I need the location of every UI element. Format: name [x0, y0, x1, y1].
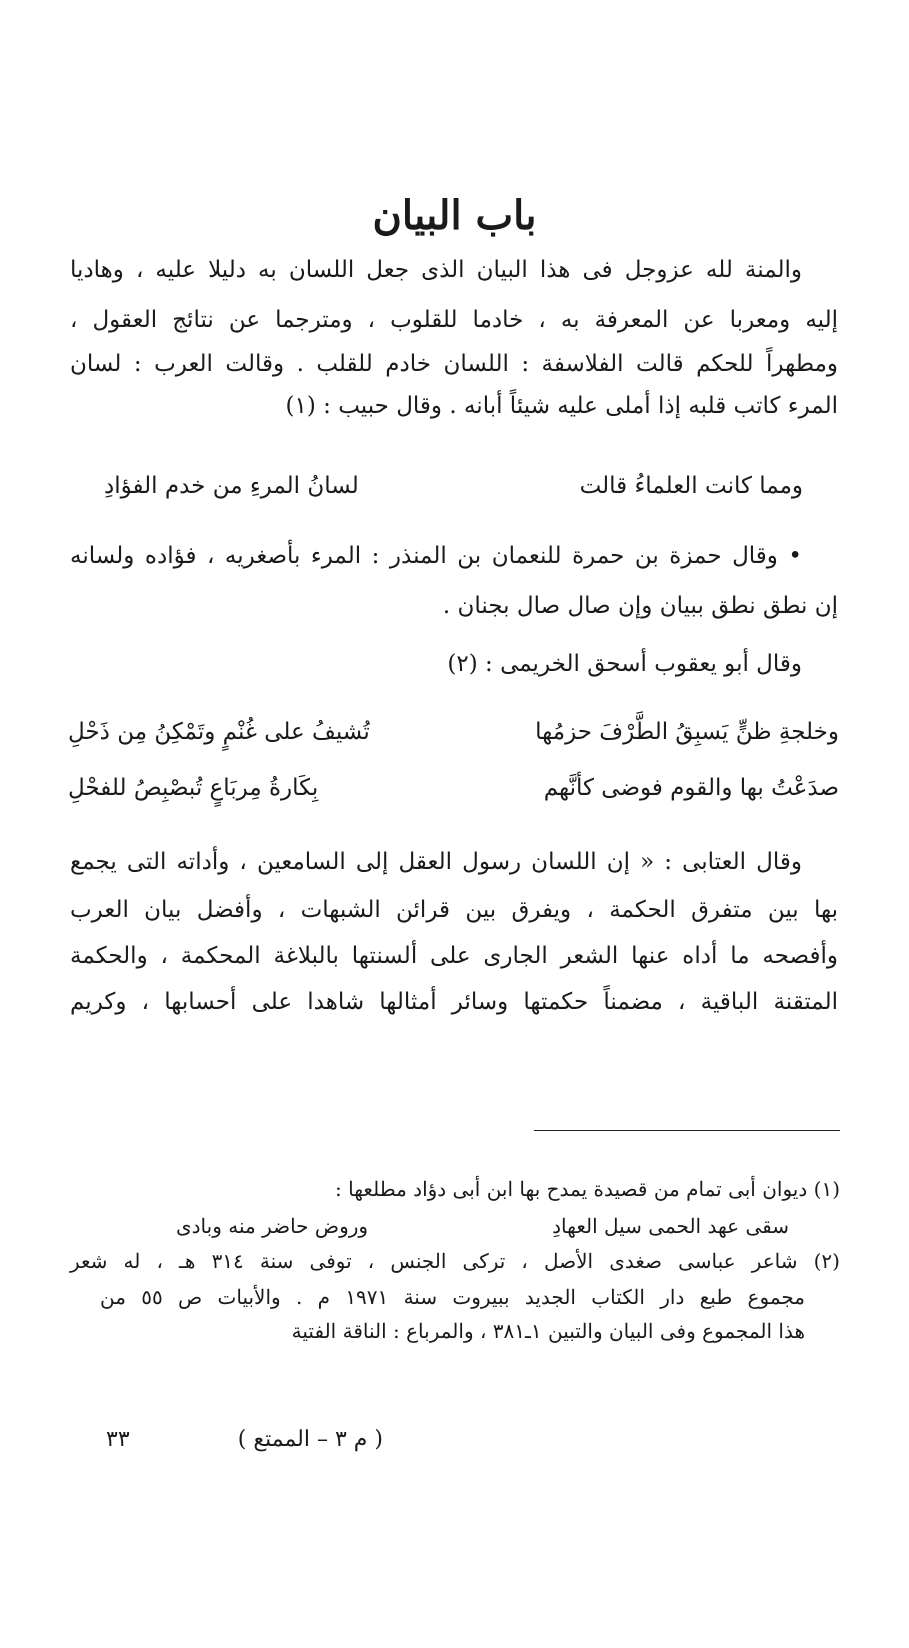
paragraph-line: المرء كاتب قلبه إذا أملى عليه شيئاً أبانه . وقال حبيب : (١)	[285, 393, 838, 419]
paragraph-line: المتقنة الباقية ، مضمناً حكمتها وسائر أمثالها شاهدا على أحسابها ، وكريم	[70, 989, 838, 1015]
footnote-line: مجموع طبع دار الكتاب الجديد ببيروت سنة ١٩٧١ م . والأبيات ص ٥٥ من	[100, 1285, 806, 1309]
verse-hemistich-second: تُشيفُ على غُنْمٍ وتَمْكِنُ مِن ذَحْلِ	[68, 719, 370, 745]
page-number: ٣٣	[106, 1427, 130, 1452]
paragraph-line: والمنة لله عزوجل فى هذا البيان الذى جعل اللسان به دليلا عليه ، وهاديا	[70, 257, 802, 283]
paragraph-line: ومطهراً للحكم قالت الفلاسفة : اللسان خادم للقلب . وقالت العرب : لسان	[70, 351, 838, 377]
paragraph-line: إليه ومعربا عن المعرفة به ، خادما للقلوب ، ومترجما عن نتائج العقول ،	[70, 307, 838, 333]
paragraph-line: بها بين متفرق الحكمة ، ويفرق بين قرائن الشبهات ، وأفضل بيان العرب	[70, 897, 838, 923]
paragraph-line: • وقال حمزة بن حمرة للنعمان بن المنذر : المرء بأصغريه ، فؤاده ولسانه	[70, 543, 802, 569]
verse-hemistich-second: بِكَارةُ مِربَاعٍ تُبصْبِصُ للفحْلِ	[68, 775, 319, 801]
verse-hemistich-first: صدَعْتُ بها والقوم فوضى كأنَّهم	[543, 775, 839, 801]
footnote-separator	[534, 1130, 840, 1131]
verse-hemistich-first: ومما كانت العلماءُ قالت	[579, 473, 803, 499]
chapter-title: باب البيان	[372, 192, 537, 239]
verse-hemistich-first: وخلجةِ ظنٍّ يَسبِقُ الطَّرْفَ حزمُها	[535, 719, 839, 745]
footnote-line: هذا المجموع وفى البيان والتبين ١ـ٣٨١ ، والمرباع : الناقة الفتية	[291, 1319, 805, 1343]
footnote-line: (٢) شاعر عباسى صغدى الأصل ، تركى الجنس ، توفى سنة ٣١٤ هـ ، له شعر	[70, 1249, 840, 1273]
signature-mark: ( م ٣ – الممتع )	[237, 1427, 383, 1452]
paragraph-line: وقال العتابى : « إن اللسان رسول العقل إلى السامعين ، وأداته التى يجمع	[70, 849, 802, 875]
footnote-line: (١) ديوان أبى تمام من قصيدة يمدح بها ابن أبى دؤاد مطلعها :	[335, 1177, 840, 1201]
footnote-verse-second: وروض حاضر منه وبادى	[176, 1214, 369, 1238]
footnote-verse-first: سقى عهد الحمى سيل العهادِ	[552, 1214, 789, 1238]
paragraph-line: وقال أبو يعقوب أسحق الخريمى : (٢)	[447, 651, 802, 677]
paragraph-line: وأفصحه ما أداه عنها الشعر الجارى على ألسنتها بالبلاغة المحكمة ، والحكمة	[70, 943, 838, 969]
paragraph-line: إن نطق نطق ببيان وإن صال صال بجنان .	[442, 593, 838, 619]
verse-hemistich-second: لسانُ المرءِ من خدم الفؤادِ	[104, 473, 359, 499]
